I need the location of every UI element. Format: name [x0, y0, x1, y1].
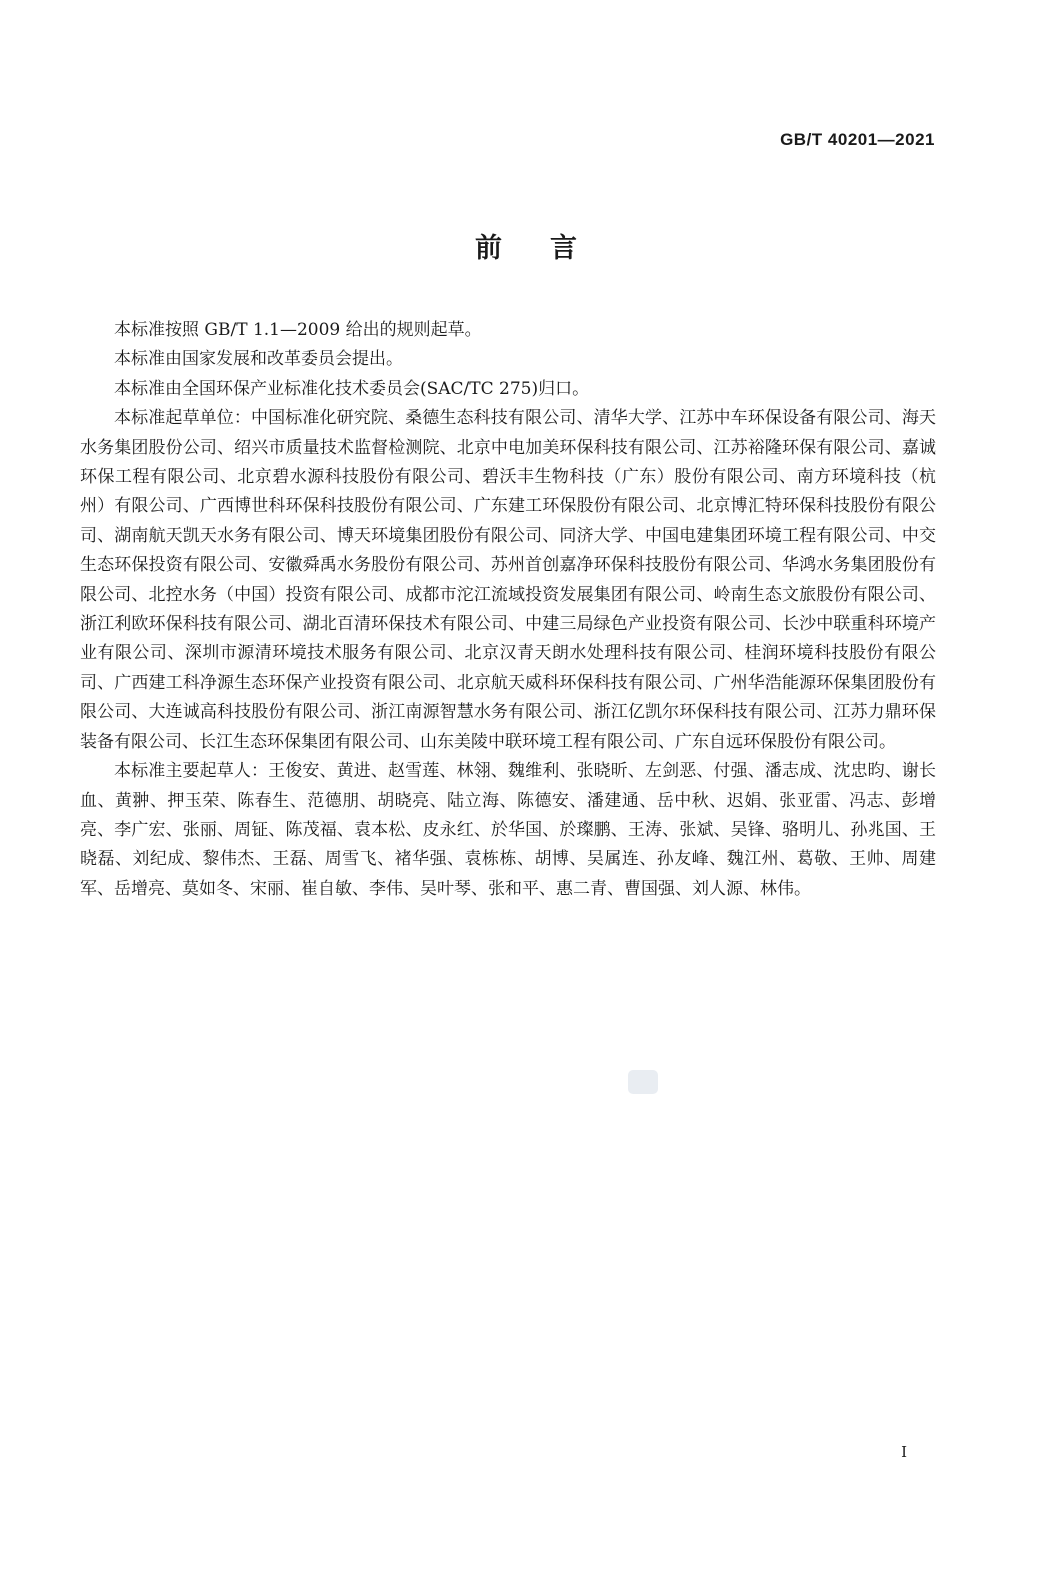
- sac-watermark-logo: [628, 1070, 658, 1094]
- paragraph-proposer: 本标准由国家发展和改革委员会提出。: [114, 349, 403, 370]
- paragraph-drafting-rules: 本标准按照 GB/T 1.1—2009 给出的规则起草。: [114, 320, 482, 340]
- standard-number: GB/T 40201—2021: [780, 130, 935, 149]
- paragraph-technical-committee: 本标准由全国环保产业标准化技术委员会(SAC/TC 275)归口。: [114, 378, 590, 399]
- paragraph-drafting-organizations: 本标准起草单位：中国标准化研究院、桑德生态科技有限公司、清华大学、江苏中车环保设备有限公司、海天水务集团股份公司、绍兴市质量技术监督检测院、北京中电加美环保科技有限公司、江苏裕隆环保有限公司、嘉诚环保工程有限公司、北京碧水源科技股份有限公司、碧沃丰生物科技（广东）股份有限公司、南方环境科技（杭州）有限公司、广西博世科环保科技股份有限公司、广东建工环保股份有限公司、北京博汇特环保科技股份有限公司、湖南航天凯天水务有限公司、博天环境集团股份有限公司、同济大学、中国电建集团环境工程有限公司、中交生态环保投资有限公司、安徽舜禹水务股份有限公司、苏州首创嘉净环保科技股份有限公司、华鸿水务集团股份有限公司、北控水务（中国）投资有限公司、成都市沱江流域投资发展集团有限公司、岭南生态文旅股份有限公司、浙江利欧环保科技有限公司、湖北百清环保技术有限公司、中建三局绿色产业投资有限公司、长沙中联重科环境产业有限公司、深圳市源清环境技术服务有限公司、北京汉青天朗水处理科技有限公司、桂润环境科技股份有限公司、广西建工科净源生态环保产业投资有限公司、北京航天威科环保科技有限公司、广州华浩能源环保集团股份有限公司、大连诚高科技股份有限公司、浙江南源智慧水务有限公司、浙江亿凯尔环保科技有限公司、江苏力鼎环保装备有限公司、长江生态环保集团有限公司、山东美陵中联环境工程有限公司、广东自远环保股份有限公司。: [80, 408, 936, 752]
- preface-body: [80, 316, 936, 904]
- paragraph-main-drafters: 本标准主要起草人：王俊安、黄进、赵雪莲、林翎、魏维利、张晓昕、左剑恶、付强、潘志成、沈忠昀、谢长血、黄翀、押玉荣、陈春生、范德朋、胡晓亮、陆立海、陈德安、潘建通、岳中秋、迟娟、张亚雷、冯志、彭增亮、李广宏、张丽、周钲、陈茂福、袁本松、皮永红、於华国、於璨鹏、王涛、张斌、吴锋、骆明儿、孙兆国、王晓磊、刘纪成、黎伟杰、王磊、周雪飞、褚华强、袁栋栋、胡博、吴属连、孙友峰、魏江州、葛敬、王帅、周建军、岳增亮、莫如冬、宋丽、崔自敏、李伟、吴叶琴、张和平、惠二青、曹国强、刘人源、林伟。: [80, 761, 936, 899]
- page-number: I: [901, 1443, 907, 1461]
- page-title: 前言: [475, 233, 625, 264]
